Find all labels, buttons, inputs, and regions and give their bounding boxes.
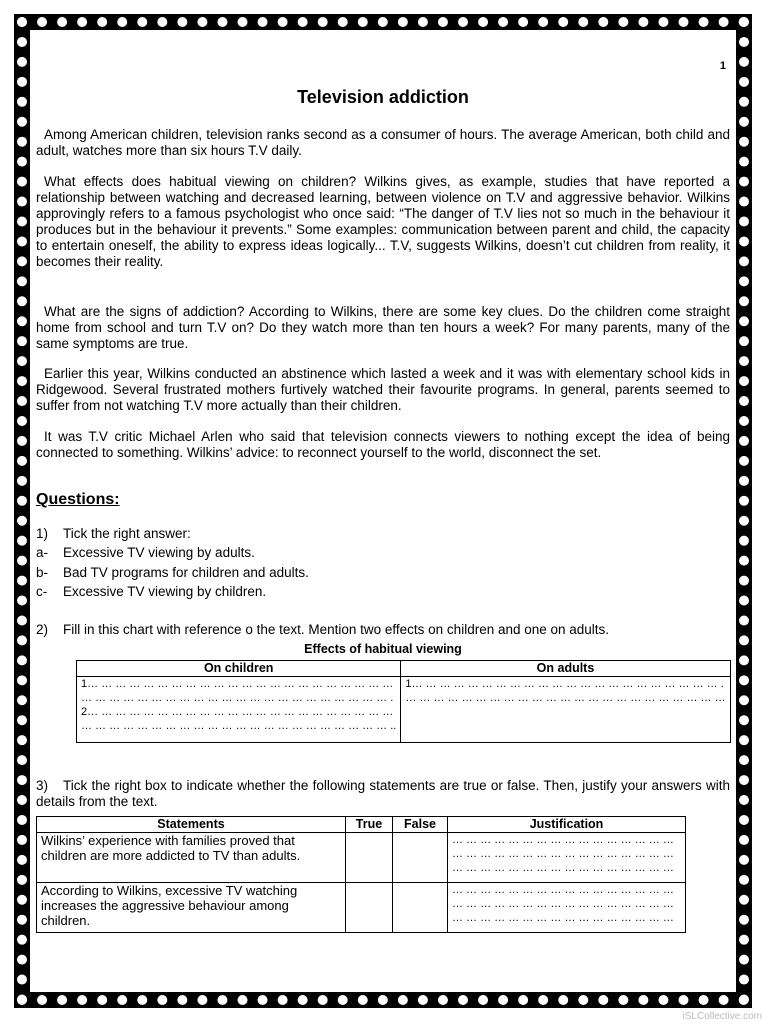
- q1-option-b[interactable]: [36, 565, 730, 581]
- answer-line: … … … … … … … … … … … … … … … …: [452, 898, 674, 910]
- justification-cell-2[interactable]: [448, 883, 686, 933]
- header-justification: Justification: [448, 817, 686, 833]
- header-true: True: [346, 817, 393, 833]
- page-title: Television addiction: [297, 87, 469, 107]
- paragraph-5: It was T.V critic Michael Arlen who said that television connects viewers to nothing except the idea of being connected to something. Wilkins’ advice: to reconnect yourself to the world, disconnect the set.: [36, 429, 730, 460]
- answer-line: 1… … … … … … … … … … … … … … … … … … … … … …: [81, 678, 394, 690]
- answer-line: … … … … … … … … … … … … … … … … … … … … … … ..: [81, 720, 397, 732]
- page-border: [14, 14, 752, 1008]
- true-false-table: [36, 816, 686, 933]
- statement-2: According to Wilkins, excessive TV watching increases the aggressive behaviour among children.: [37, 883, 346, 933]
- true-box-2[interactable]: [346, 883, 393, 933]
- option-text: Excessive TV viewing by adults.: [63, 545, 255, 560]
- option-label: b-: [36, 565, 49, 580]
- page-number: 1: [719, 60, 726, 72]
- q2-text: Fill in this chart with reference o the text. Mention two effects on children and one on adults.: [63, 622, 610, 637]
- answer-line: … … … … … … … … … … … … … … … …: [452, 912, 674, 924]
- false-box-1[interactable]: [393, 833, 448, 883]
- q3-number: 3): [36, 778, 49, 793]
- q1-prompt: [36, 526, 730, 542]
- option-label: a-: [36, 545, 49, 560]
- paragraph-3: What are the signs of addiction? According to Wilkins, there are some key clues. Do the children come straight home from school and turn T.V on? Do they watch more than ten hours a week? For many parents, many of the same symptoms are true.: [36, 304, 730, 351]
- statement-1: Wilkins’ experience with families proved that children are more addicted to TV than adults.: [37, 833, 346, 883]
- header-statements: Statements: [37, 817, 346, 833]
- option-text: Excessive TV viewing by children.: [63, 584, 267, 599]
- column-header-children: On children: [77, 661, 401, 677]
- justification-cell-1[interactable]: [448, 833, 686, 883]
- false-box-2[interactable]: [393, 883, 448, 933]
- true-box-1[interactable]: [346, 833, 393, 883]
- paragraph-4: Earlier this year, Wilkins conducted an abstinence which lasted a week and it was with elementary school kids in Ridgewood. Several frustrated mothers furtively watched their favourite programs. In general, parents seemed to suffer from not watching T.V more actually than their children.: [36, 366, 730, 413]
- answer-line: 1… … … … … … … … … … … … … … … … … … … … … … .: [405, 678, 724, 690]
- option-text: Bad TV programs for children and adults.: [63, 565, 309, 580]
- answer-line: … … … … … … … … … … … … … … … …: [452, 848, 674, 860]
- q3-text: Tick the right box to indicate whether the following statements are true or false. Then, justify your answers with details from the text.: [36, 778, 730, 809]
- header-false: False: [393, 817, 448, 833]
- answer-line: … … … … … … … … … … … … … … … …: [452, 834, 674, 846]
- children-answer-cell[interactable]: [77, 677, 401, 743]
- watermark: iSLCollective.com: [682, 1011, 762, 1022]
- q1-option-a[interactable]: [36, 545, 730, 561]
- q1-option-c[interactable]: [36, 584, 730, 600]
- column-header-adults: On adults: [401, 661, 730, 677]
- chart-title: Effects of habitual viewing: [304, 642, 462, 656]
- answer-line: … … … … … … … … … … … … … … … …: [452, 862, 674, 874]
- answer-line: … … … … … … … … … … … … … … … … … … … … … … …: [405, 692, 726, 704]
- option-label: c-: [36, 584, 48, 599]
- questions-heading: Questions:: [36, 491, 120, 508]
- answer-line: … … … … … … … … … … … … … … … … … … … … … … .: [81, 692, 394, 704]
- paragraph-1: Among American children, television ranks second as a consumer of hours. The average American, both child and adult, watches more than six hours T.V daily.: [36, 127, 730, 158]
- q1-number: 1): [36, 526, 49, 541]
- answer-line: … … … … … … … … … … … … … … … …: [452, 884, 674, 896]
- paragraph-2: What effects does habitual viewing on children? Wilkins gives, as example, studies that have reported a relationship between watching and decreased learning, between violence on T.V and aggressive behavior. Wilkins approvingly refers to a famous psychologist who once said: “The danger of T.V lies not so much in the behaviour it produces but in the behaviour it prevents.” Some examples: communication between parent and child, the capacity to entertain oneself, the ability to express ideas logically... T.V, suggests Wilkins, doesn’t cut children from reality, it becomes their reality.: [36, 174, 730, 269]
- q1-text: Tick the right answer:: [63, 526, 191, 541]
- q2-prompt: [36, 622, 730, 638]
- q3-prompt: [36, 778, 730, 810]
- effects-table: [76, 660, 731, 743]
- answer-line: 2… … … … … … … … … … … … … … … … … … … … … …: [81, 706, 394, 718]
- adults-answer-cell[interactable]: [401, 677, 730, 743]
- worksheet-content: [36, 30, 730, 992]
- q2-number: 2): [36, 622, 49, 637]
